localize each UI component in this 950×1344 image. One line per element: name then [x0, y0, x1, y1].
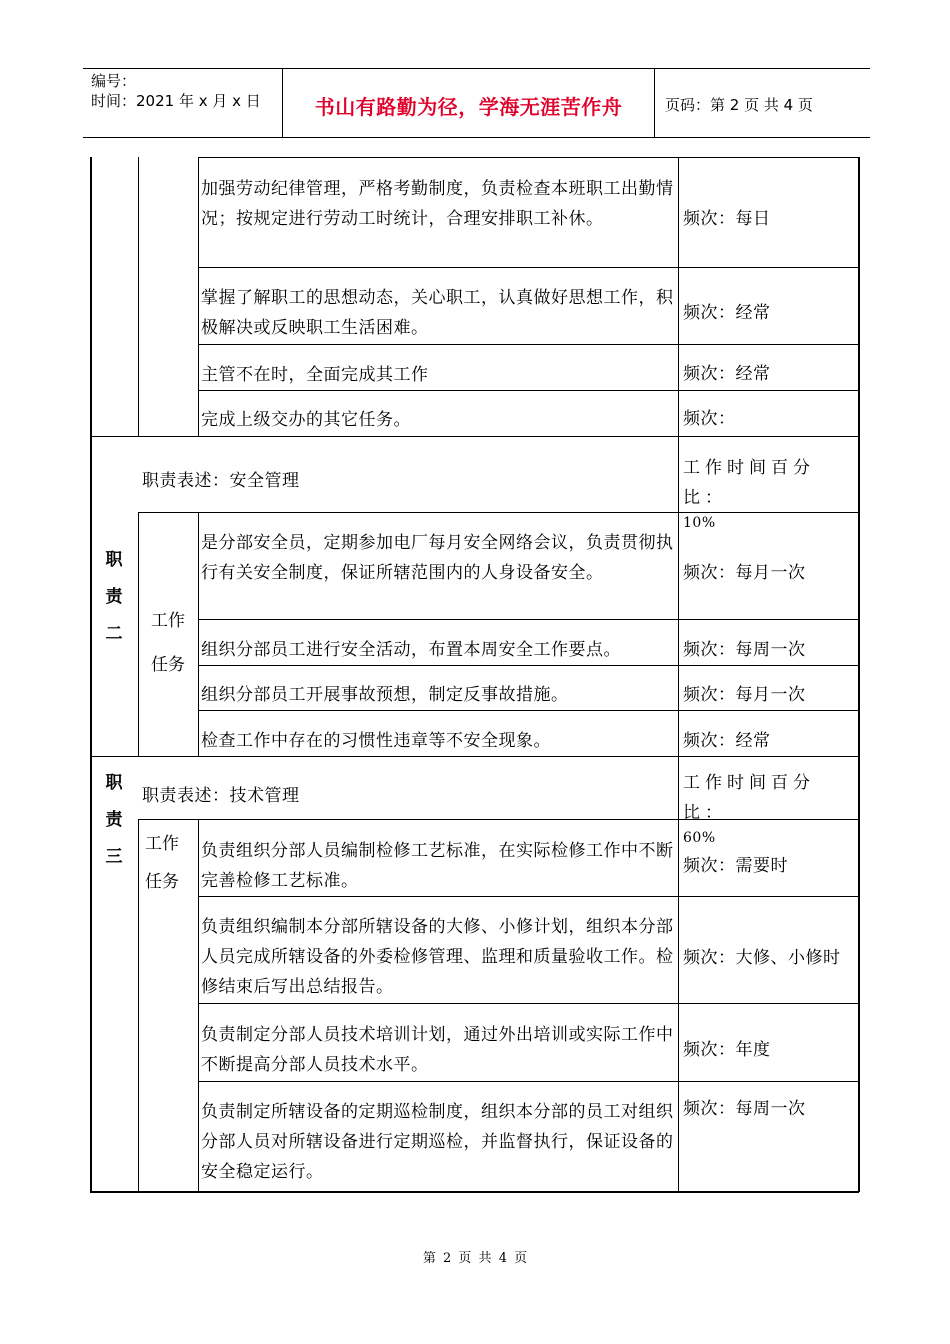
work-time-percent [683, 453, 853, 533]
task-frequency: 频次：每周一次 [683, 1099, 806, 1119]
table-row-line [198, 619, 859, 620]
task-text: 负责组织分部人员编制检修工艺标准，在实际检修工作中不断完善检修工艺标准。 [201, 841, 674, 891]
task-frequency: 频次：每周一次 [683, 640, 806, 660]
task-frequency: 频次： [683, 409, 736, 429]
task-frequency: 频次：大修、小修时 [683, 948, 841, 968]
duty-label-char: 责 [105, 810, 123, 830]
work-task-label-line: 任务 [151, 655, 185, 675]
task-frequency: 频次：年度 [683, 1040, 771, 1060]
number-label: 编号： [91, 72, 137, 90]
percent-label: 工作时间百分比： [683, 773, 815, 823]
work-task-label [138, 599, 198, 687]
table-col-line [198, 819, 199, 1192]
task-text: 是分部安全员，定期参加电厂每月安全网络会议，负责贯彻执行有关安全制度，保证所辖范围内的人身设备安全。 [201, 533, 674, 583]
header-motto: 书山有路勤为径，学海无涯苦作舟 [314, 95, 623, 119]
task-frequency: 频次：每月一次 [683, 563, 806, 583]
task-frequency: 频次：经常 [683, 364, 771, 384]
task-frequency: 频次：每日 [683, 209, 771, 229]
duty-label-char: 责 [105, 587, 123, 607]
work-task-label [138, 825, 186, 901]
table-border-left [90, 157, 92, 1192]
table-row-line [198, 344, 859, 345]
percent-label: 工作时间百分比： [683, 458, 815, 508]
table-border-bottom [90, 1191, 859, 1193]
task-frequency: 频次：每月一次 [683, 685, 806, 705]
task-text: 负责组织编制本分部所辖设备的大修、小修计划，组织本分部人员完成所辖设备的外委检修管理、监理和质量验收工作。检修结束后写出总结报告。 [201, 917, 674, 997]
task-frequency: 频次：需要时 [683, 856, 788, 876]
task-text: 组织分部员工进行安全活动，布置本周安全工作要点。 [201, 640, 621, 660]
table-row-line [198, 1003, 859, 1004]
table-row-line [198, 710, 859, 711]
table-row-line [198, 267, 859, 268]
duty-label [90, 765, 138, 876]
table-row-line [198, 665, 859, 666]
task-text: 主管不在时，全面完成其工作 [201, 365, 429, 385]
header-page-number: 页码：第 2 页 共 4 页 [665, 96, 813, 114]
task-frequency: 频次：经常 [683, 731, 771, 751]
percent-value: 10% [683, 515, 716, 531]
task-text: 加强劳动纪律管理，严格考勤制度，负责检查本班职工出勤情况；按规定进行劳动工时统计，合理安排职工补休。 [201, 179, 674, 229]
duty-label-char: 职 [105, 550, 123, 570]
work-task-label-line: 工作 [145, 834, 179, 854]
task-text: 负责制定所辖设备的定期巡检制度，组织本分部的员工对组织分部人员对所辖设备进行定期巡检，并监督执行，保证设备的安全稳定运行。 [201, 1102, 674, 1182]
task-text: 检查工作中存在的习惯性违章等不安全现象。 [201, 731, 551, 751]
table-row-line [198, 896, 859, 897]
task-text: 完成上级交办的其它任务。 [201, 410, 411, 430]
table-col-line [198, 512, 199, 756]
table-row-line [90, 436, 859, 437]
table-row-line [198, 157, 859, 158]
table-row-line [198, 1081, 859, 1082]
page-header [83, 68, 870, 138]
duty-label-char: 职 [105, 773, 123, 793]
duty-label [90, 542, 138, 653]
task-text: 组织分部员工开展事故预想，制定反事故措施。 [201, 685, 569, 705]
task-text: 负责制定分部人员技术培训计划，通过外出培训或实际工作中不断提高分部人员技术水平。 [201, 1025, 674, 1075]
page-footer: 第 2 页 共 4 页 [422, 1251, 528, 1266]
duty-description: 职责表述：技术管理 [142, 786, 300, 806]
percent-value: 60% [683, 830, 716, 846]
work-time-percent [683, 768, 853, 848]
time-label: 时间：2021 年 x 月 x 日 [91, 92, 261, 110]
duty-label-char: 三 [105, 847, 123, 867]
header-divider [654, 69, 655, 137]
table-row-line [90, 756, 859, 757]
work-task-label-line: 工作 [151, 611, 185, 631]
duty-label-char: 二 [105, 624, 123, 644]
table-row-line [198, 390, 859, 391]
header-meta [91, 71, 261, 111]
task-frequency: 频次：经常 [683, 303, 771, 323]
table-col-line [138, 157, 139, 436]
duty-description: 职责表述：安全管理 [142, 471, 300, 491]
work-task-label-line: 任务 [145, 872, 179, 892]
table-col-line [198, 157, 199, 436]
task-text: 掌握了解职工的思想动态，关心职工，认真做好思想工作，积极解决或反映职工生活困难。 [201, 288, 674, 338]
